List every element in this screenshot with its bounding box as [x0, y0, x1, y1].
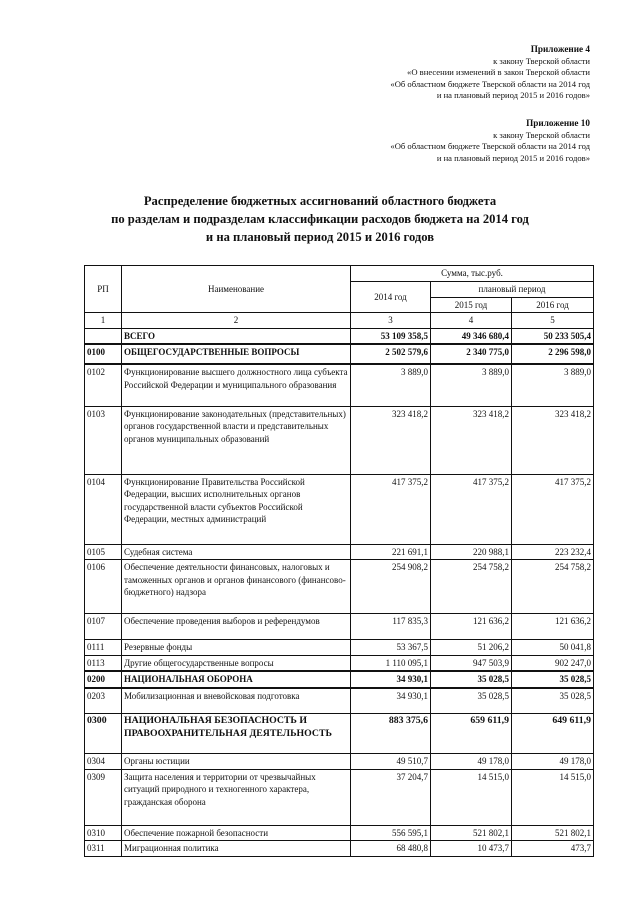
row-value-2014: 49 510,7	[351, 754, 431, 770]
row-value-2016: 323 418,2	[512, 406, 594, 474]
row-code-cell: 0200	[85, 671, 122, 688]
column-header-plan-period: плановый период	[431, 282, 594, 298]
column-number: 1	[85, 313, 122, 329]
row-name-cell: Обеспечение деятельности финансовых, налоговых и таможенных органов и органов финансового (финансово-бюджетного) надзора	[122, 560, 351, 614]
row-name-cell: Защита населения и территории от чрезвычайных ситуаций природного и техногенного характера, гражданская оборона	[122, 769, 351, 825]
row-value-2016: 902 247,0	[512, 655, 594, 671]
row-value-2015: 3 889,0	[431, 364, 512, 406]
row-code-cell: 0310	[85, 825, 122, 841]
row-value-2015: 947 503,9	[431, 655, 512, 671]
row-name-cell: Миграционная политика	[122, 841, 351, 857]
row-name-cell: Функционирование высшего должностного лица субъекта Российской Федерации и муниципального образования	[122, 364, 351, 406]
row-value-2015: 121 636,2	[431, 614, 512, 640]
column-number: 5	[512, 313, 594, 329]
row-value-2015: 49 178,0	[431, 754, 512, 770]
row-name-cell: Мобилизационная и вневойсковая подготовка	[122, 688, 351, 714]
table-row	[85, 406, 594, 474]
row-code-cell: 0106	[85, 560, 122, 614]
table-row	[85, 825, 594, 841]
table-row	[85, 769, 594, 825]
table-row	[85, 714, 594, 754]
row-code-cell: 0311	[85, 841, 122, 857]
row-value-2016: 14 515,0	[512, 769, 594, 825]
row-value-2016: 50 041,8	[512, 640, 594, 656]
appendix-10-line: и на плановый период 2015 и 2016 годов»	[436, 152, 590, 163]
appendix-10-line: «Об областном бюджете Тверской области на 2014 год	[390, 141, 590, 152]
row-name-cell: Обеспечение пожарной безопасности	[122, 825, 351, 841]
row-name-cell: Судебная система	[122, 544, 351, 560]
table-row	[85, 671, 594, 688]
budget-table-body	[85, 328, 594, 856]
table-row	[85, 841, 594, 857]
row-value-2015: 35 028,5	[431, 671, 512, 688]
row-name-cell: Резервные фонды	[122, 640, 351, 656]
row-code-cell: 0300	[85, 714, 122, 754]
row-name-cell: ОБЩЕГОСУДАРСТВЕННЫЕ ВОПРОСЫ	[122, 344, 351, 364]
row-value-2015: 51 206,2	[431, 640, 512, 656]
row-value-2015: 2 340 775,0	[431, 344, 512, 364]
row-value-2014: 221 691,1	[351, 544, 431, 560]
row-value-2014: 1 110 095,1	[351, 655, 431, 671]
row-code-cell: 0111	[85, 640, 122, 656]
row-value-2014: 53 367,5	[351, 640, 431, 656]
row-value-2016: 473,7	[512, 841, 594, 857]
row-code-cell: 0100	[85, 344, 122, 364]
row-code-cell: 0113	[85, 655, 122, 671]
row-name-cell: Другие общегосударственные вопросы	[122, 655, 351, 671]
row-value-2014: 34 930,1	[351, 671, 431, 688]
row-value-2014: 117 835,3	[351, 614, 431, 640]
row-code-cell	[85, 328, 122, 344]
row-name-cell: ВСЕГО	[122, 328, 351, 344]
budget-table	[84, 265, 594, 857]
row-value-2014: 68 480,8	[351, 841, 431, 857]
column-header-sum: Сумма, тыс.руб.	[351, 266, 594, 282]
row-value-2016: 223 232,4	[512, 544, 594, 560]
column-number: 4	[431, 313, 512, 329]
row-name-cell: Функционирование Правительства Российской Федерации, высших исполнительных органов государственной власти субъектов Российской Федерации, местных администраций	[122, 474, 351, 544]
row-name-cell: Обеспечение проведения выборов и референдумов	[122, 614, 351, 640]
row-value-2015: 417 375,2	[431, 474, 512, 544]
row-value-2014: 417 375,2	[351, 474, 431, 544]
row-code-cell: 0203	[85, 688, 122, 714]
table-row	[85, 560, 594, 614]
table-row	[85, 614, 594, 640]
table-row	[85, 364, 594, 406]
column-header-name: Наименование	[122, 266, 351, 313]
row-value-2014: 556 595,1	[351, 825, 431, 841]
appendix-10-title: Приложение 10	[526, 118, 590, 128]
table-row	[85, 544, 594, 560]
column-number: 2	[122, 313, 351, 329]
appendix-4-title: Приложение 4	[530, 44, 590, 54]
table-row	[85, 344, 594, 364]
row-value-2015: 10 473,7	[431, 841, 512, 857]
row-value-2015: 521 802,1	[431, 825, 512, 841]
column-header-2016: 2016 год	[512, 297, 594, 313]
row-value-2014: 883 375,6	[351, 714, 431, 754]
row-value-2014: 323 418,2	[351, 406, 431, 474]
table-row	[85, 688, 594, 714]
row-value-2016: 49 178,0	[512, 754, 594, 770]
document-title-line: Распределение бюджетных ассигнований областного бюджета	[143, 194, 497, 208]
appendix-4-line: «Об областном бюджете Тверской области на 2014 год	[390, 78, 590, 89]
table-row	[85, 328, 594, 344]
row-value-2015: 35 028,5	[431, 688, 512, 714]
row-value-2015: 659 611,9	[431, 714, 512, 754]
appendix-4-line: к закону Тверской области	[493, 55, 590, 66]
row-value-2016: 50 233 505,4	[512, 328, 594, 344]
document-title-line: и на плановый период 2015 и 2016 годов	[205, 230, 435, 244]
row-value-2014: 3 889,0	[351, 364, 431, 406]
appendix-10-header	[390, 118, 590, 164]
row-value-2015: 254 758,2	[431, 560, 512, 614]
row-value-2015: 49 346 680,4	[431, 328, 512, 344]
row-value-2016: 35 028,5	[512, 671, 594, 688]
table-row	[85, 655, 594, 671]
appendix-4-line: «О внесении изменений в закон Тверской области	[407, 67, 590, 78]
row-value-2016: 649 611,9	[512, 714, 594, 754]
table-row	[85, 754, 594, 770]
column-number: 3	[351, 313, 431, 329]
row-code-cell: 0103	[85, 406, 122, 474]
row-value-2014: 53 109 358,5	[351, 328, 431, 344]
document-title	[0, 192, 640, 246]
table-row	[85, 474, 594, 544]
row-value-2016: 417 375,2	[512, 474, 594, 544]
row-value-2016: 35 028,5	[512, 688, 594, 714]
row-value-2016: 521 802,1	[512, 825, 594, 841]
row-value-2015: 323 418,2	[431, 406, 512, 474]
row-name-cell: Органы юстиции	[122, 754, 351, 770]
table-row	[85, 640, 594, 656]
column-header-rp: РП	[85, 266, 122, 313]
row-code-cell: 0105	[85, 544, 122, 560]
row-code-cell: 0107	[85, 614, 122, 640]
row-value-2016: 3 889,0	[512, 364, 594, 406]
row-value-2016: 254 758,2	[512, 560, 594, 614]
document-title-line: по разделам и подразделам классификации расходов бюджета на 2014 год	[111, 212, 529, 226]
row-code-cell: 0102	[85, 364, 122, 406]
row-code-cell: 0104	[85, 474, 122, 544]
row-value-2015: 220 988,1	[431, 544, 512, 560]
row-name-cell: НАЦИОНАЛЬНАЯ БЕЗОПАСНОСТЬ И ПРАВООХРАНИТЕЛЬНАЯ ДЕЯТЕЛЬНОСТЬ	[122, 714, 351, 754]
row-code-cell: 0309	[85, 769, 122, 825]
row-name-cell: НАЦИОНАЛЬНАЯ ОБОРОНА	[122, 671, 351, 688]
column-header-2014: 2014 год	[351, 282, 431, 313]
row-value-2014: 34 930,1	[351, 688, 431, 714]
row-value-2015: 14 515,0	[431, 769, 512, 825]
row-code-cell: 0304	[85, 754, 122, 770]
appendix-4-header	[390, 44, 590, 102]
row-value-2014: 2 502 579,6	[351, 344, 431, 364]
row-name-cell: Функционирование законодательных (представительных) органов государственной власти и представительных органов муниципальных образований	[122, 406, 351, 474]
row-value-2016: 121 636,2	[512, 614, 594, 640]
appendix-4-line: и на плановый период 2015 и 2016 годов»	[436, 90, 590, 101]
row-value-2014: 37 204,7	[351, 769, 431, 825]
row-value-2016: 2 296 598,0	[512, 344, 594, 364]
appendix-10-line: к закону Тверской области	[493, 129, 590, 140]
row-value-2014: 254 908,2	[351, 560, 431, 614]
column-header-2015: 2015 год	[431, 297, 512, 313]
